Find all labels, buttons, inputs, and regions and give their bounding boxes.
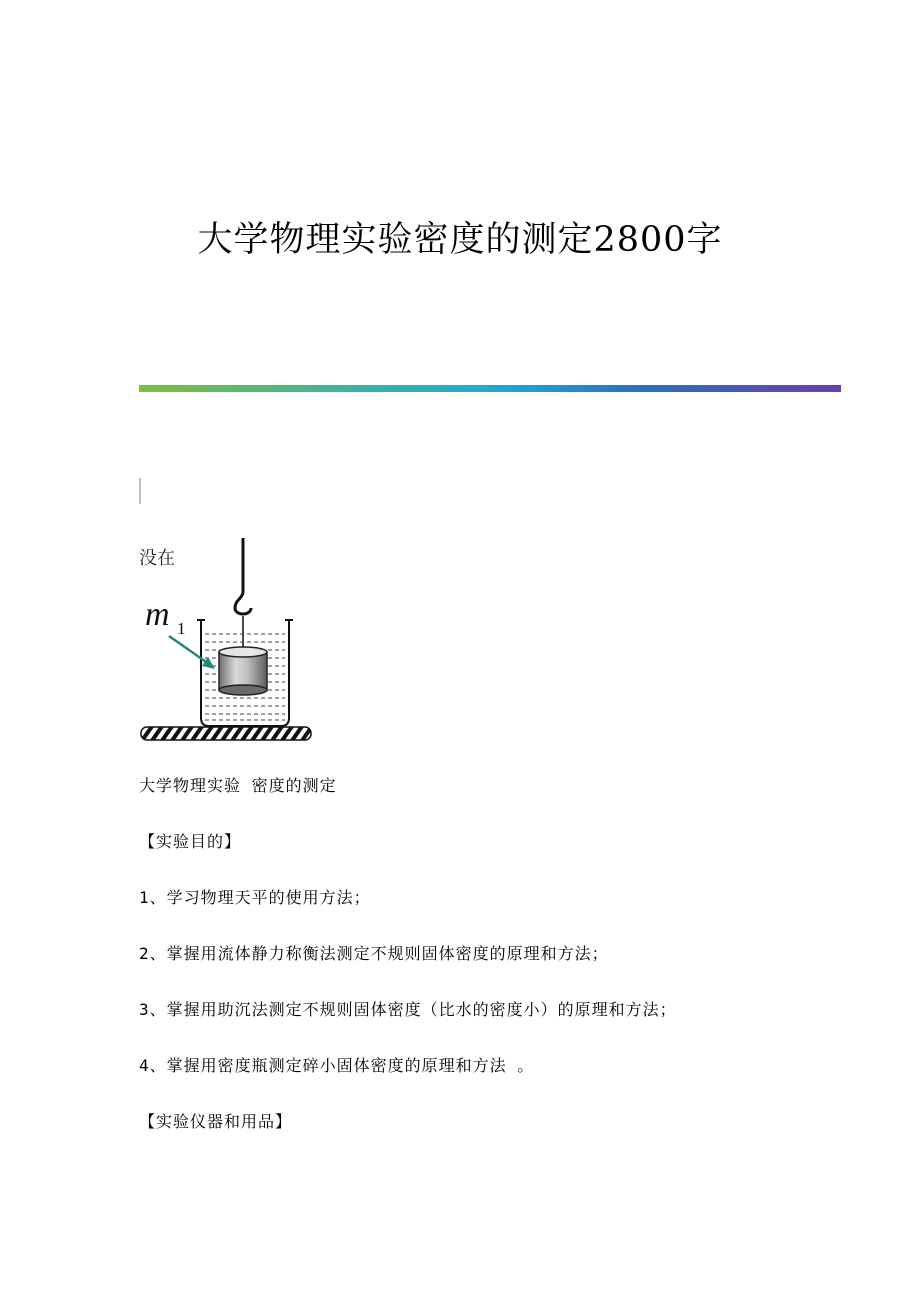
mass-subscript: 1 [177, 619, 186, 638]
section-heading-purpose: 【实验目的】 [139, 832, 242, 851]
document-title: 大学物理实验密度的测定2800字 [197, 220, 723, 260]
figure-caption-fragment: 没在 [139, 548, 175, 569]
paragraph-subtitle: 大学物理实验 密度的测定 [139, 776, 337, 795]
purpose-item-3: 3、掌握用助沉法测定不规则固体密度（比水的密度小）的原理和方法； [139, 1000, 677, 1019]
hook-icon [235, 592, 251, 614]
pointer-arrow [169, 636, 209, 664]
section-heading-equipment: 【实验仪器和用品】 [139, 1112, 293, 1131]
purpose-item-2: 2、掌握用流体静力称衡法测定不规则固体密度的原理和方法； [139, 944, 609, 963]
mass-symbol: m [145, 596, 170, 633]
purpose-item-4: 4、掌握用密度瓶测定碎小固体密度的原理和方法 。 [139, 1056, 535, 1075]
title-divider [139, 385, 841, 392]
purpose-item-1: 1、学习物理天平的使用方法； [139, 888, 371, 907]
table-surface [141, 727, 311, 740]
experiment-figure [139, 470, 319, 745]
cylinder-object [219, 647, 267, 695]
